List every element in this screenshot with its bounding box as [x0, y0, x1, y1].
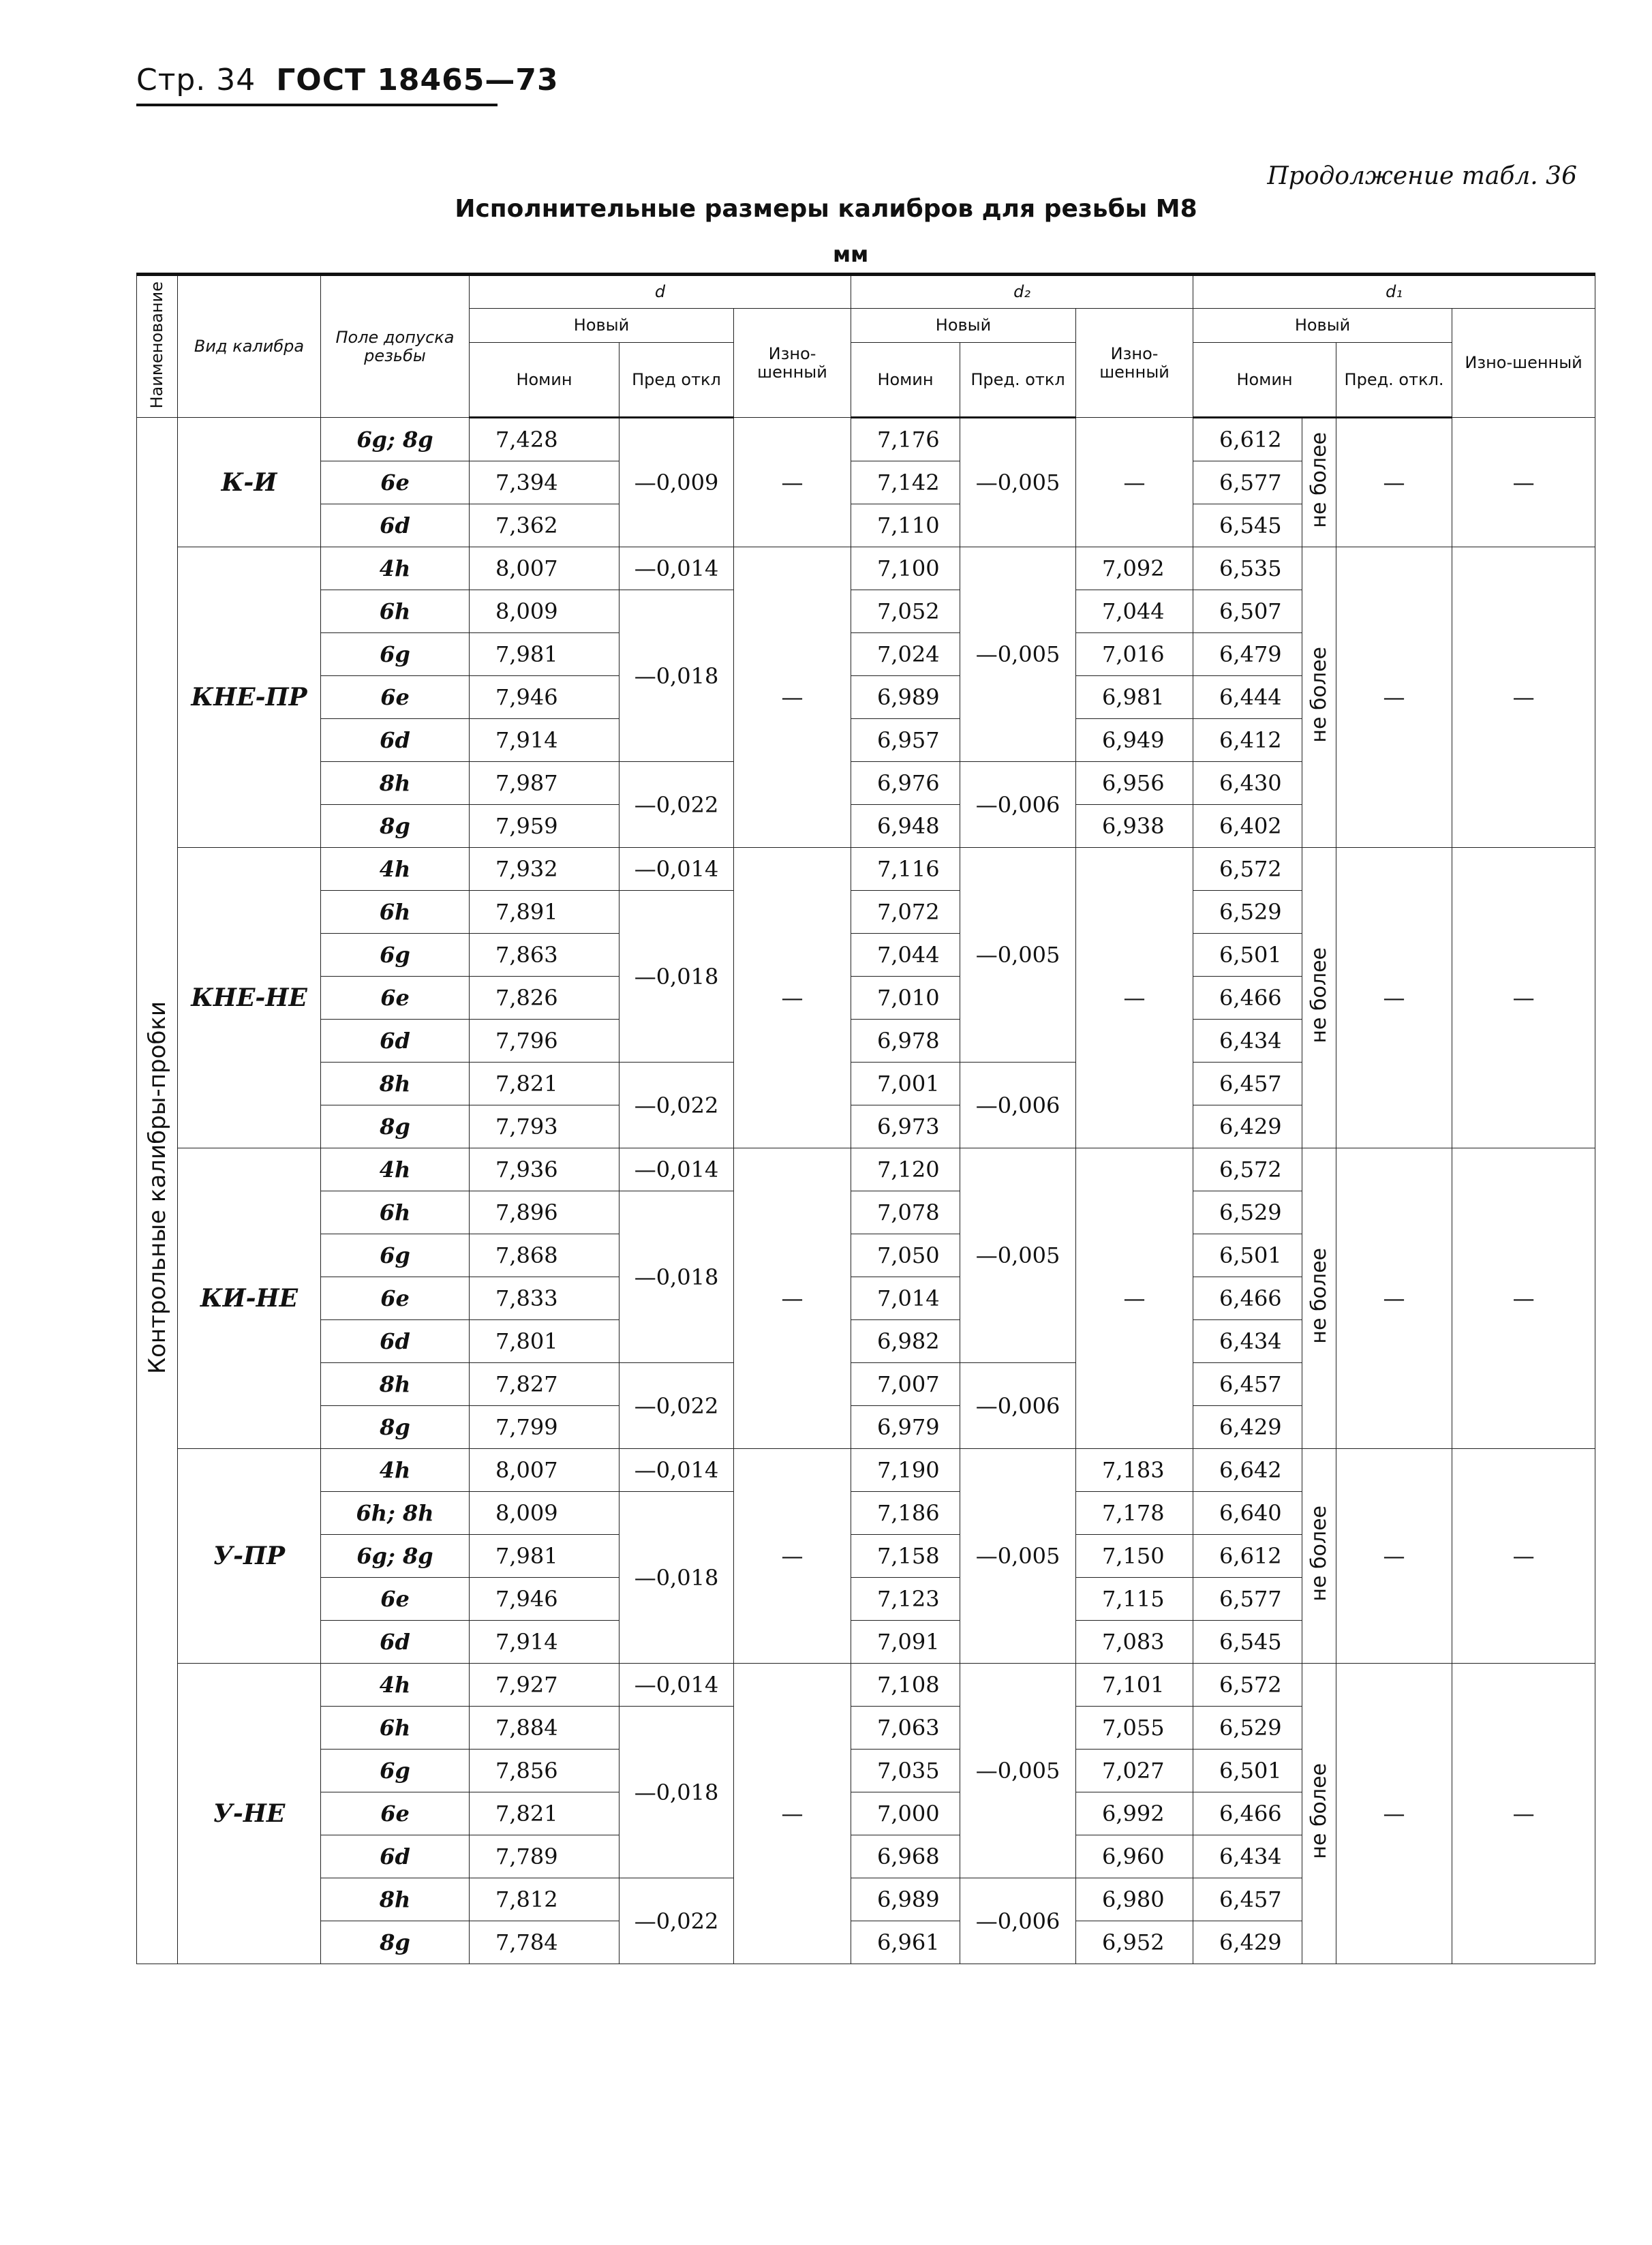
d-nominal: 7,884 — [470, 1707, 620, 1750]
d-nominal: 7,946 — [470, 676, 620, 719]
d-deviation: —0,018 — [620, 1191, 734, 1363]
d1-nominal: 6,501 — [1193, 1234, 1302, 1277]
d2-worn: 6,956 — [1076, 762, 1193, 805]
d2-deviation: —0,006 — [960, 1878, 1076, 1964]
not-more-note — [1302, 547, 1336, 848]
d2-deviation: —0,006 — [960, 1063, 1076, 1148]
d2-nominal: 7,091 — [851, 1621, 960, 1664]
d2-deviation: —0,006 — [960, 762, 1076, 848]
d2-nominal: 7,100 — [851, 547, 960, 590]
d2-nominal: 7,063 — [851, 1707, 960, 1750]
d2-nominal: 6,973 — [851, 1105, 960, 1148]
thread-fit: 8h — [321, 1063, 470, 1105]
d1-nominal: 6,466 — [1193, 1277, 1302, 1320]
d2-worn: 6,992 — [1076, 1792, 1193, 1835]
table-row — [137, 1449, 1595, 1492]
page-header — [136, 63, 559, 97]
d2-nominal: 7,120 — [851, 1148, 960, 1191]
not-more-text: не более — [1307, 431, 1332, 528]
d1-nominal: 6,501 — [1193, 934, 1302, 977]
d1-nominal: 6,572 — [1193, 1148, 1302, 1191]
d2-nominal: 7,110 — [851, 504, 960, 547]
table-row — [137, 848, 1595, 891]
thread-fit: 8h — [321, 762, 470, 805]
d2-worn: — — [1076, 1148, 1193, 1449]
d2-nominal: 7,035 — [851, 1750, 960, 1792]
d-deviation: —0,018 — [620, 1492, 734, 1664]
d-nominal: 7,833 — [470, 1277, 620, 1320]
d2-worn: — — [1076, 418, 1193, 547]
d2-nominal: 7,158 — [851, 1535, 960, 1578]
d1-nominal: 6,479 — [1193, 633, 1302, 676]
d-nominal: 7,799 — [470, 1406, 620, 1449]
gauge-type: У-ПР — [178, 1449, 321, 1664]
table-title: Исполнительные размеры калибров для резьбы М8 — [455, 195, 1197, 223]
d2-nominal: 7,044 — [851, 934, 960, 977]
d2-nominal: 7,116 — [851, 848, 960, 891]
thread-fit: 6g — [321, 934, 470, 977]
thread-fit: 6d — [321, 1320, 470, 1363]
d2-nominal: 7,190 — [851, 1449, 960, 1492]
d2-nominal: 7,000 — [851, 1792, 960, 1835]
d2-nominal: 7,014 — [851, 1277, 960, 1320]
header-underline — [136, 104, 498, 106]
d1-nominal: 6,640 — [1193, 1492, 1302, 1535]
table-row — [137, 1148, 1595, 1191]
thread-fit: 6d — [321, 1020, 470, 1063]
d1-nominal: 6,642 — [1193, 1449, 1302, 1492]
d2-worn: 7,150 — [1076, 1535, 1193, 1578]
d-deviation: —0,014 — [620, 1664, 734, 1707]
table-row — [137, 1664, 1595, 1707]
d-deviation: —0,014 — [620, 1148, 734, 1191]
d-deviation: —0,018 — [620, 891, 734, 1063]
d2-nominal: 7,176 — [851, 418, 960, 461]
d2-worn: 6,980 — [1076, 1878, 1193, 1921]
header-d: d — [470, 275, 851, 309]
d2-worn: 6,960 — [1076, 1835, 1193, 1878]
header-fit: Поле допуска резьбы — [321, 275, 470, 418]
d-nominal: 7,863 — [470, 934, 620, 977]
d-deviation: —0,022 — [620, 1878, 734, 1964]
d-nominal: 7,812 — [470, 1878, 620, 1921]
d2-nominal: 6,989 — [851, 676, 960, 719]
d2-nominal: 6,978 — [851, 1020, 960, 1063]
gauge-type: КИ-НЕ — [178, 1148, 321, 1449]
d2-nominal: 7,108 — [851, 1664, 960, 1707]
d1-nominal: 6,430 — [1193, 762, 1302, 805]
d-nominal: 7,868 — [470, 1234, 620, 1277]
thread-fit: 6g — [321, 1234, 470, 1277]
d1-nominal: 6,412 — [1193, 719, 1302, 762]
thread-fit: 4h — [321, 547, 470, 590]
header-d1-new: Новый — [1193, 309, 1452, 343]
thread-fit: 6e — [321, 977, 470, 1020]
not-more-text: не более — [1307, 1247, 1332, 1344]
d1-nominal: 6,457 — [1193, 1063, 1302, 1105]
thread-fit: 6g; 8g — [321, 1535, 470, 1578]
d1-deviation: — — [1336, 418, 1452, 547]
header-d1-nom: Номин — [1193, 343, 1336, 418]
d2-nominal: 7,010 — [851, 977, 960, 1020]
d1-nominal: 6,457 — [1193, 1363, 1302, 1406]
d-nominal: 8,009 — [470, 590, 620, 633]
d2-nominal: 6,961 — [851, 1921, 960, 1964]
d2-deviation: —0,006 — [960, 1363, 1076, 1449]
thread-fit: 8g — [321, 1105, 470, 1148]
d-nominal: 7,784 — [470, 1921, 620, 1964]
d1-nominal: 6,577 — [1193, 461, 1302, 504]
header-d2-nom: Номин — [851, 343, 960, 418]
d-nominal: 7,936 — [470, 1148, 620, 1191]
d2-nominal: 7,186 — [851, 1492, 960, 1535]
d-worn: — — [734, 1148, 851, 1449]
d2-nominal: 7,072 — [851, 891, 960, 934]
d2-worn: 7,101 — [1076, 1664, 1193, 1707]
header-d2-worn: Изно-шенный — [1076, 309, 1193, 418]
d-deviation: —0,022 — [620, 1363, 734, 1449]
header-d1-dev: Пред. откл. — [1336, 343, 1452, 418]
d1-nominal: 6,429 — [1193, 1105, 1302, 1148]
not-more-text: не более — [1307, 947, 1332, 1043]
thread-fit: 6d — [321, 1621, 470, 1664]
d2-worn: 7,016 — [1076, 633, 1193, 676]
header-d2-dev: Пред. откл — [960, 343, 1076, 418]
gauge-type: К-И — [178, 418, 321, 547]
d2-worn: 7,115 — [1076, 1578, 1193, 1621]
d-deviation: —0,022 — [620, 1063, 734, 1148]
d1-worn: — — [1452, 1449, 1595, 1664]
thread-fit: 6h; 8h — [321, 1492, 470, 1535]
d1-nominal: 6,434 — [1193, 1320, 1302, 1363]
not-more-text: не более — [1307, 646, 1332, 743]
not-more-text: не более — [1307, 1762, 1332, 1859]
d1-nominal: 6,466 — [1193, 1792, 1302, 1835]
thread-fit: 6h — [321, 1707, 470, 1750]
d2-nominal: 6,976 — [851, 762, 960, 805]
thread-fit: 6g — [321, 1750, 470, 1792]
d-nominal: 7,914 — [470, 719, 620, 762]
thread-fit: 6h — [321, 891, 470, 934]
d-nominal: 7,827 — [470, 1363, 620, 1406]
not-more-note — [1302, 1148, 1336, 1449]
side-label-text: Контрольные калибры-пробки — [143, 1001, 171, 1374]
d-nominal: 8,009 — [470, 1492, 620, 1535]
continuation-note: Продолжение табл. 36 — [1267, 162, 1577, 190]
d2-nominal: 7,024 — [851, 633, 960, 676]
d-nominal: 7,946 — [470, 1578, 620, 1621]
d-nominal: 7,927 — [470, 1664, 620, 1707]
gauge-type: КНЕ-ПР — [178, 547, 321, 848]
d1-nominal: 6,572 — [1193, 848, 1302, 891]
d1-nominal: 6,501 — [1193, 1750, 1302, 1792]
thread-fit: 6e — [321, 1578, 470, 1621]
d-nominal: 7,914 — [470, 1621, 620, 1664]
d-nominal: 7,891 — [470, 891, 620, 934]
d-nominal: 7,362 — [470, 504, 620, 547]
d2-deviation: —0,005 — [960, 1449, 1076, 1664]
d-nominal: 7,801 — [470, 1320, 620, 1363]
header-d-dev: Пред откл — [620, 343, 734, 418]
d1-nominal: 6,434 — [1193, 1020, 1302, 1063]
d1-nominal: 6,529 — [1193, 1707, 1302, 1750]
d2-worn: 7,044 — [1076, 590, 1193, 633]
d1-nominal: 6,529 — [1193, 891, 1302, 934]
d1-nominal: 6,612 — [1193, 1535, 1302, 1578]
d1-worn: — — [1452, 848, 1595, 1148]
d-nominal: 7,821 — [470, 1063, 620, 1105]
d2-nominal: 7,052 — [851, 590, 960, 633]
thread-fit: 6h — [321, 590, 470, 633]
d1-deviation: — — [1336, 848, 1452, 1148]
d2-nominal: 7,001 — [851, 1063, 960, 1105]
header-d-nom: Номин — [470, 343, 620, 418]
thread-fit: 6d — [321, 1835, 470, 1878]
d-nominal: 7,896 — [470, 1191, 620, 1234]
d-nominal: 7,793 — [470, 1105, 620, 1148]
d1-nominal: 6,572 — [1193, 1664, 1302, 1707]
d2-worn: 7,178 — [1076, 1492, 1193, 1535]
d1-worn: — — [1452, 547, 1595, 848]
d-worn: — — [734, 418, 851, 547]
d2-deviation: —0,005 — [960, 1664, 1076, 1878]
d-nominal: 8,007 — [470, 547, 620, 590]
d-nominal: 7,789 — [470, 1835, 620, 1878]
thread-fit: 8g — [321, 805, 470, 848]
thread-fit: 6g; 8g — [321, 418, 470, 461]
thread-fit: 6g — [321, 633, 470, 676]
d2-deviation: —0,005 — [960, 848, 1076, 1063]
header-d-worn: Изно-шенный — [734, 309, 851, 418]
thread-fit: 6e — [321, 1277, 470, 1320]
d-nominal: 7,796 — [470, 1020, 620, 1063]
d2-worn: 7,183 — [1076, 1449, 1193, 1492]
d-nominal: 7,394 — [470, 461, 620, 504]
d1-nominal: 6,402 — [1193, 805, 1302, 848]
gauge-type: У-НЕ — [178, 1664, 321, 1964]
gauge-type: КНЕ-НЕ — [178, 848, 321, 1148]
d2-nominal: 6,957 — [851, 719, 960, 762]
d1-nominal: 6,457 — [1193, 1878, 1302, 1921]
header-d1-worn: Изно-шенный — [1452, 309, 1595, 418]
unit-label: мм — [833, 241, 869, 267]
gauge-table — [136, 273, 1595, 1964]
d2-worn: — — [1076, 848, 1193, 1148]
d-deviation: —0,014 — [620, 547, 734, 590]
d-nominal: 7,981 — [470, 1535, 620, 1578]
d1-nominal: 6,577 — [1193, 1578, 1302, 1621]
d2-nominal: 7,007 — [851, 1363, 960, 1406]
d2-nominal: 6,989 — [851, 1878, 960, 1921]
thread-fit: 6e — [321, 676, 470, 719]
d-nominal: 7,987 — [470, 762, 620, 805]
d1-nominal: 6,444 — [1193, 676, 1302, 719]
thread-fit: 8h — [321, 1363, 470, 1406]
d2-nominal: 7,123 — [851, 1578, 960, 1621]
d1-nominal: 6,507 — [1193, 590, 1302, 633]
d-worn: — — [734, 1449, 851, 1664]
header-type: Вид калибра — [178, 275, 321, 418]
table-row — [137, 418, 1595, 461]
d1-nominal: 6,434 — [1193, 1835, 1302, 1878]
d1-nominal: 6,535 — [1193, 547, 1302, 590]
not-more-note — [1302, 418, 1336, 547]
thread-fit: 6d — [321, 504, 470, 547]
d1-nominal: 6,529 — [1193, 1191, 1302, 1234]
d-deviation: —0,018 — [620, 590, 734, 762]
thread-fit: 4h — [321, 848, 470, 891]
table-row — [137, 547, 1595, 590]
d2-nominal: 6,979 — [851, 1406, 960, 1449]
d-nominal: 7,932 — [470, 848, 620, 891]
thread-fit: 4h — [321, 1449, 470, 1492]
d2-deviation: —0,005 — [960, 418, 1076, 547]
table-body — [137, 418, 1595, 1964]
d1-nominal: 6,429 — [1193, 1406, 1302, 1449]
d1-worn: — — [1452, 1148, 1595, 1449]
d-nominal: 7,981 — [470, 633, 620, 676]
page-number: Стр. 34 — [136, 63, 256, 97]
not-more-note — [1302, 848, 1336, 1148]
thread-fit: 4h — [321, 1664, 470, 1707]
thread-fit: 8g — [321, 1921, 470, 1964]
d-nominal: 7,959 — [470, 805, 620, 848]
d2-deviation: —0,005 — [960, 1148, 1076, 1363]
d2-worn: 7,027 — [1076, 1750, 1193, 1792]
d1-deviation: — — [1336, 1148, 1452, 1449]
d2-worn: 6,938 — [1076, 805, 1193, 848]
d2-worn: 7,083 — [1076, 1621, 1193, 1664]
d2-worn: 7,092 — [1076, 547, 1193, 590]
not-more-note — [1302, 1664, 1336, 1964]
d-nominal: 7,856 — [470, 1750, 620, 1792]
d-nominal: 8,007 — [470, 1449, 620, 1492]
thread-fit: 6d — [321, 719, 470, 762]
header-d-new: Новый — [470, 309, 734, 343]
d1-nominal: 6,466 — [1193, 977, 1302, 1020]
d2-worn: 7,055 — [1076, 1707, 1193, 1750]
d2-nominal: 6,982 — [851, 1320, 960, 1363]
d-deviation: —0,022 — [620, 762, 734, 848]
d-nominal: 7,821 — [470, 1792, 620, 1835]
d1-worn: — — [1452, 418, 1595, 547]
d2-worn: 6,949 — [1076, 719, 1193, 762]
d1-deviation: — — [1336, 547, 1452, 848]
d-deviation: —0,018 — [620, 1707, 734, 1878]
side-label — [137, 418, 178, 1964]
header-d2: d₂ — [851, 275, 1193, 309]
not-more-text: не более — [1307, 1505, 1332, 1602]
standard-number: ГОСТ 18465—73 — [276, 63, 559, 97]
d2-nominal: 6,968 — [851, 1835, 960, 1878]
d2-nominal: 7,142 — [851, 461, 960, 504]
d-deviation: —0,014 — [620, 1449, 734, 1492]
header-name: Наименование — [137, 275, 178, 418]
d2-nominal: 6,948 — [851, 805, 960, 848]
d1-deviation: — — [1336, 1449, 1452, 1664]
d2-nominal: 7,050 — [851, 1234, 960, 1277]
d1-nominal: 6,545 — [1193, 1621, 1302, 1664]
d1-nominal: 6,545 — [1193, 504, 1302, 547]
thread-fit: 8g — [321, 1406, 470, 1449]
d-deviation: —0,009 — [620, 418, 734, 547]
thread-fit: 6e — [321, 461, 470, 504]
not-more-note — [1302, 1449, 1336, 1664]
thread-fit: 6e — [321, 1792, 470, 1835]
d2-nominal: 7,078 — [851, 1191, 960, 1234]
header-d2-new: Новый — [851, 309, 1076, 343]
d1-nominal: 6,429 — [1193, 1921, 1302, 1964]
d2-worn: 6,981 — [1076, 676, 1193, 719]
d-nominal: 7,428 — [470, 418, 620, 461]
header-d1: d₁ — [1193, 275, 1595, 309]
d-worn: — — [734, 848, 851, 1148]
thread-fit: 8h — [321, 1878, 470, 1921]
thread-fit: 6h — [321, 1191, 470, 1234]
d-worn: — — [734, 1664, 851, 1964]
thread-fit: 4h — [321, 1148, 470, 1191]
d1-worn: — — [1452, 1664, 1595, 1964]
d-deviation: —0,014 — [620, 848, 734, 891]
d-worn: — — [734, 547, 851, 848]
d-nominal: 7,826 — [470, 977, 620, 1020]
d1-deviation: — — [1336, 1664, 1452, 1964]
d2-worn: 6,952 — [1076, 1921, 1193, 1964]
d1-nominal: 6,612 — [1193, 418, 1302, 461]
d2-deviation: —0,005 — [960, 547, 1076, 762]
